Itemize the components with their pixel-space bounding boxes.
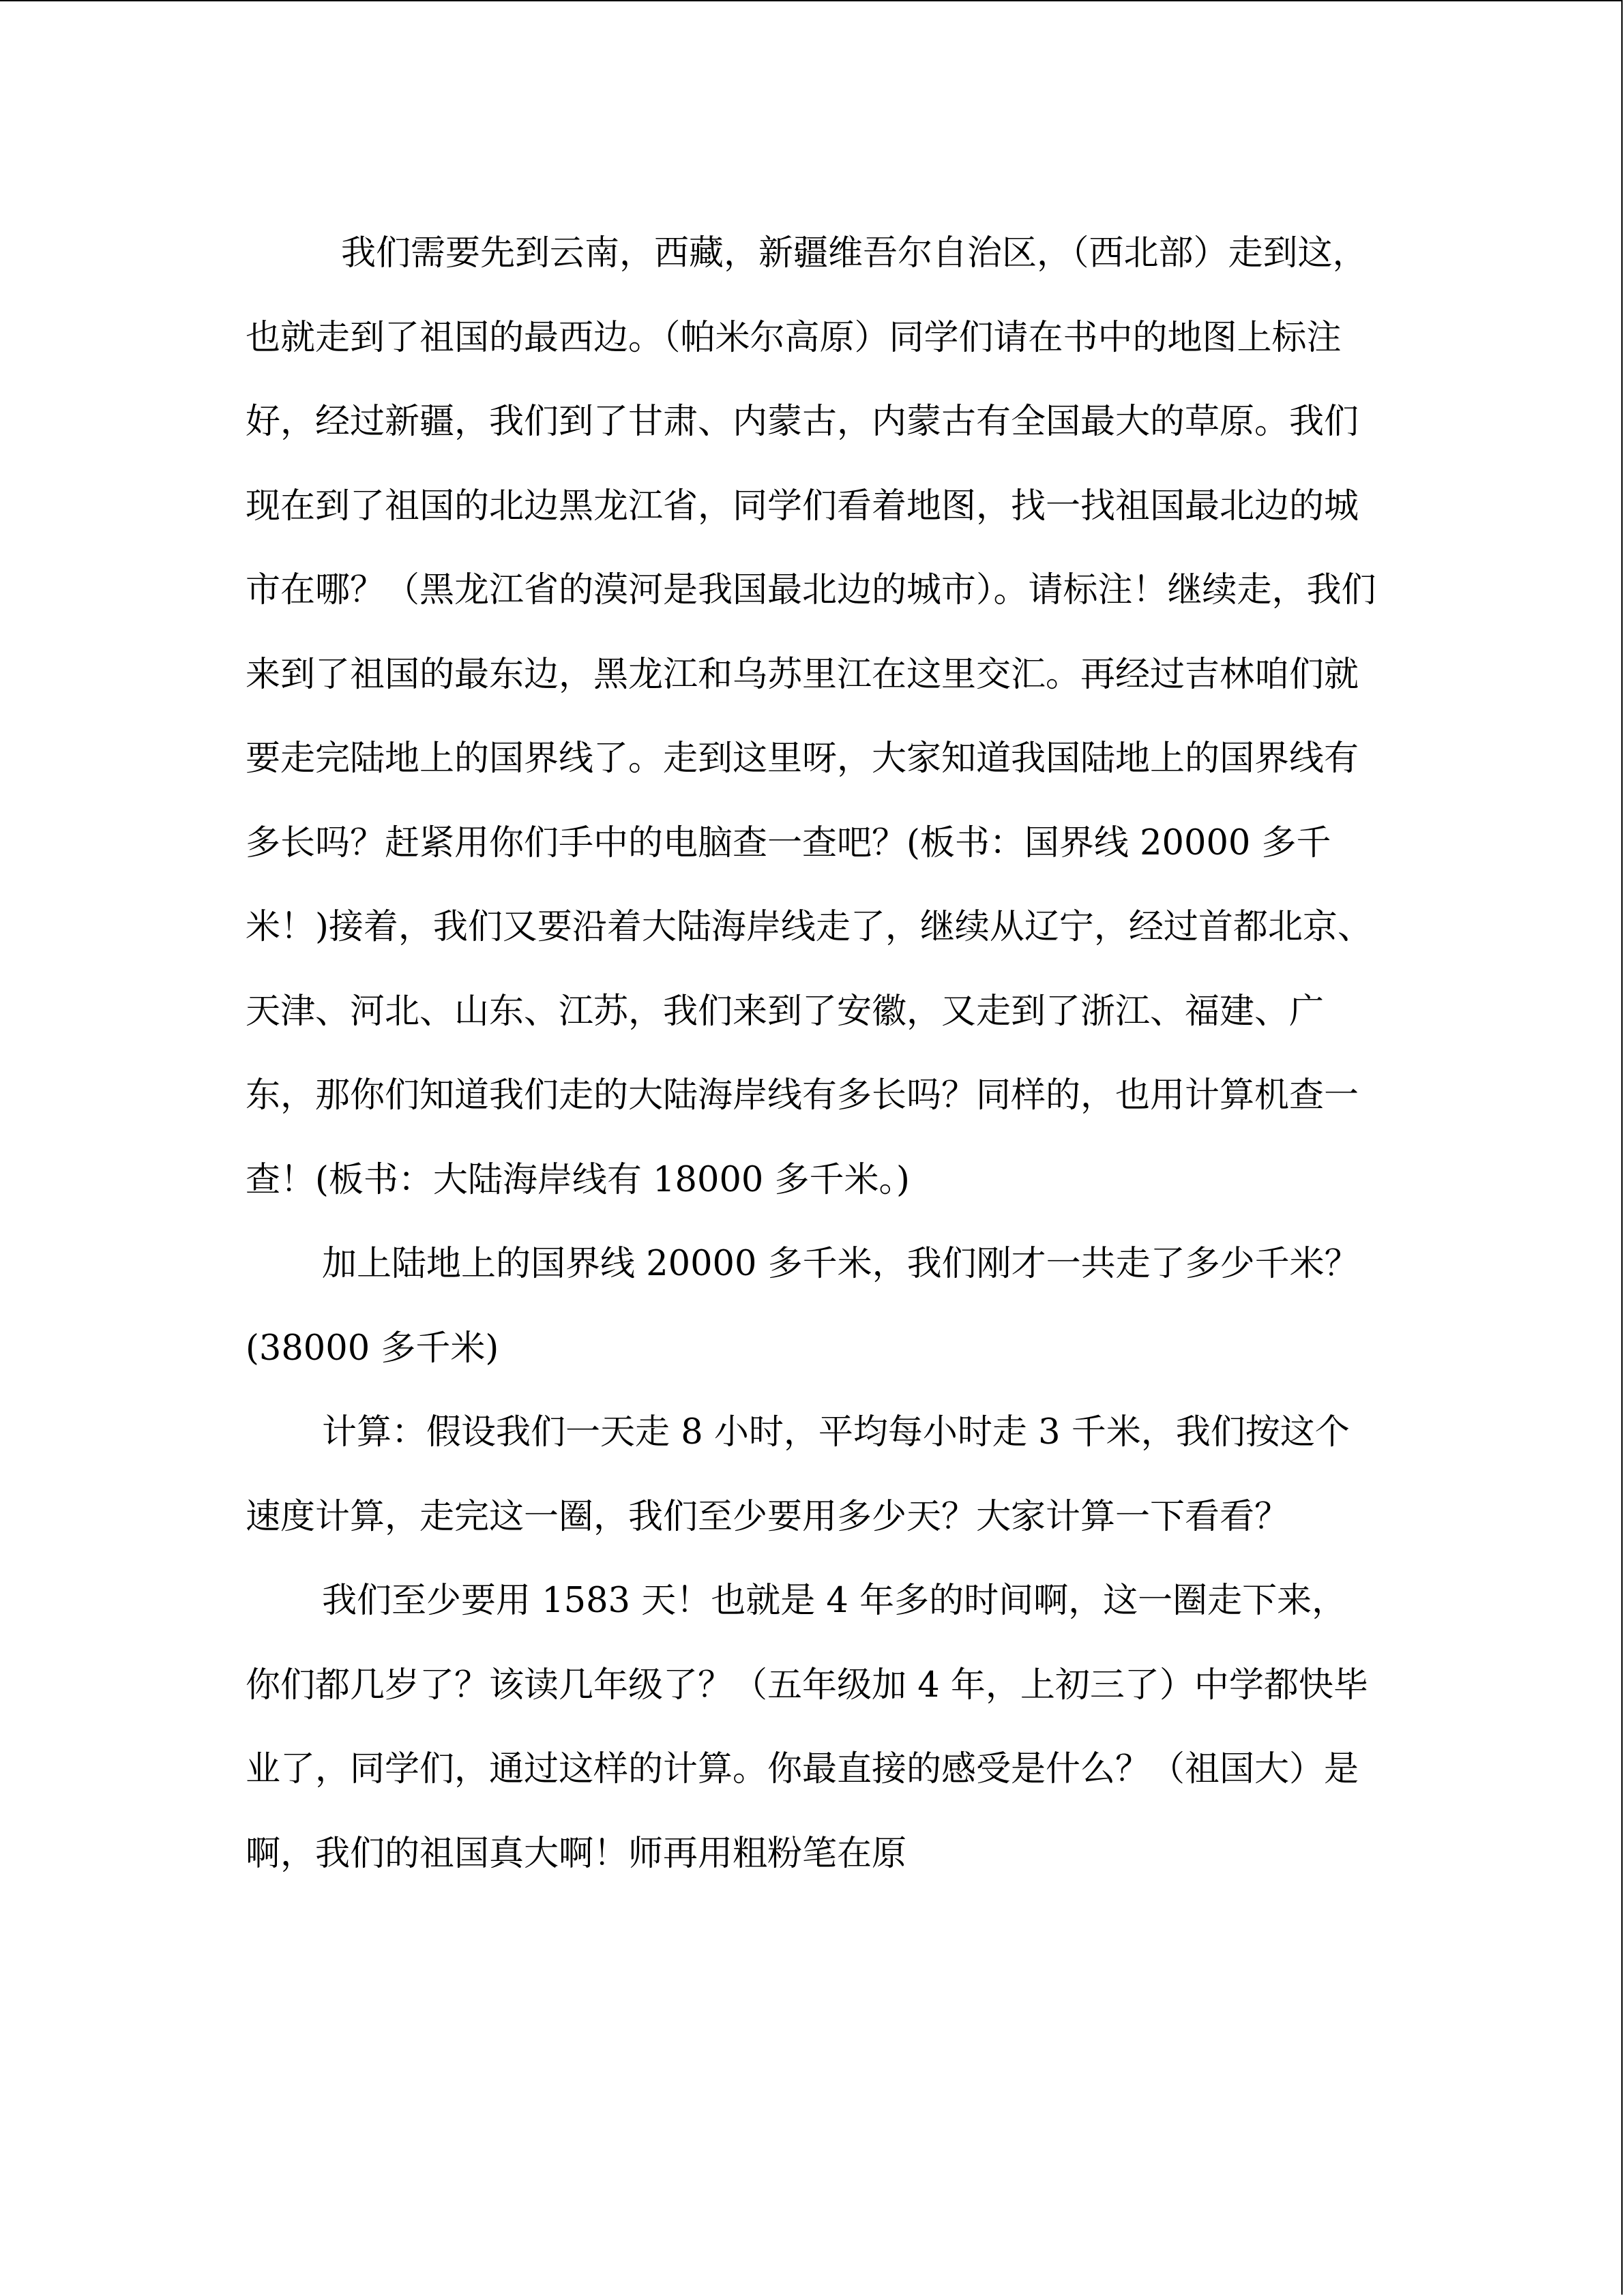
paragraph-total-distance: 加上陆地上的国界线 20000 多千米，我们刚才一共走了多少千米？(38000 多千米) xyxy=(246,1244,1359,1369)
paragraph-calculation: 计算：假设我们一天走 8 小时，平均每小时走 3 千米，我们按这个速度计算，走完这一圈，我们至少要用多少天？大家计算一下看看？ xyxy=(246,1412,1350,1537)
document-body xyxy=(246,211,1378,1896)
paragraph-route-description: 我们需要先到云南，西藏，新疆维吾尔自治区，（西北部）走到这，也就走到了祖国的最西边。（帕米尔高原）同学们请在书中的地图上标注好，经过新疆，我们到了甘肃、内蒙古，内蒙古有全国最大的草原。我们现在到了祖国的北边黑龙江省，同学们看着地图，找一找祖国最北边的城市在哪？（黑龙江省的漠河是我国最北边的城市）。请标注！继续走，我们来到了祖国的最东边，黑龙江和乌苏里江在这里交汇。再经过吉林咱们就要走完陆地上的国界线了。走到这里呀，大家知道我国陆地上的国界线有多长吗？赶紧用你们手中的电脑查一查吧？(板书：国界线 20000 多千米！)接着，我们又要沿着大陆海岸线走了，继续从辽宁，经过首都北京、天津、河北、山东、江苏，我们来到了安徽，又走到了浙江、福建、广东，那你们知道我们走的大陆海岸线有多长吗？同样的，也用计算机查一查！(板书：大陆海岸线有 18000 多千米。) xyxy=(246,233,1376,1200)
paragraph-result: 我们至少要用 1583 天！也就是 4 年多的时间啊，这一圈走下来，你们都几岁了？该读几年级了？（五年级加 4 年，上初三了）中学都快毕业了，同学们，通过这样的计算。你最直接的感受是什么？（祖国大）是啊，我们的祖国真大啊！师再用粗粉笔在原 xyxy=(246,1581,1368,1874)
